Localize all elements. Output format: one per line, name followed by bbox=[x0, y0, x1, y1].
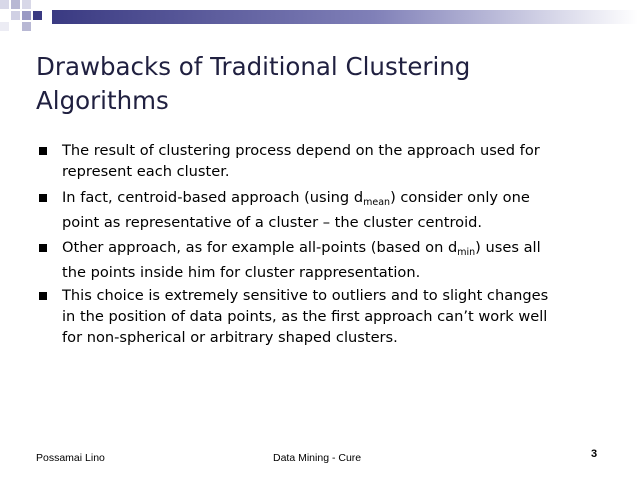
bullet-3-text-before: Other approach, as for example all-points (based on d bbox=[62, 239, 458, 256]
bullet-3-subscript: min bbox=[457, 247, 476, 258]
bullet-item-4 bbox=[36, 285, 616, 348]
bullet-2-line-2: point as representative of a cluster – the cluster centroid. bbox=[62, 214, 483, 231]
bullet-square-icon bbox=[39, 292, 47, 300]
header-decoration bbox=[0, 0, 638, 40]
bullet-square-icon bbox=[39, 194, 47, 202]
bullet-2-text-after: ) consider only one bbox=[390, 189, 530, 206]
bullet-item-3 bbox=[36, 235, 616, 285]
bullet-4-line-2: in the position of data points, as the first approach can’t work well bbox=[62, 308, 548, 325]
bullet-2-subscript: mean bbox=[363, 197, 391, 208]
bullet-list bbox=[36, 140, 616, 351]
bullet-item-1 bbox=[36, 140, 616, 182]
page-number: 3 bbox=[591, 448, 598, 460]
footer-center-title: Data Mining - Cure bbox=[273, 452, 362, 464]
footer-author: Possamai Lino bbox=[36, 452, 105, 464]
bullet-3-text-after: ) uses all bbox=[475, 239, 541, 256]
bullet-2-text-before: In fact, centroid-based approach (using d bbox=[62, 189, 364, 206]
bullet-1-line-1: The result of clustering process depend on the approach used for bbox=[62, 142, 540, 159]
bullet-4-line-1: This choice is extremely sensitive to outliers and to slight changes bbox=[62, 287, 549, 304]
bullet-square-icon bbox=[39, 244, 47, 252]
bullet-item-2 bbox=[36, 185, 616, 235]
slide-title-line-1: Drawbacks of Traditional Clustering bbox=[36, 52, 471, 81]
slide-title-line-2: Algorithms bbox=[36, 86, 169, 115]
bullet-4-line-3: for non-spherical or arbitrary shaped clusters. bbox=[62, 329, 398, 346]
bullet-square-icon bbox=[39, 147, 47, 155]
slide-title bbox=[36, 50, 596, 118]
bullet-1-line-2: represent each cluster. bbox=[62, 163, 230, 180]
bullet-3-line-2: the points inside him for cluster rappresentation. bbox=[62, 264, 421, 281]
